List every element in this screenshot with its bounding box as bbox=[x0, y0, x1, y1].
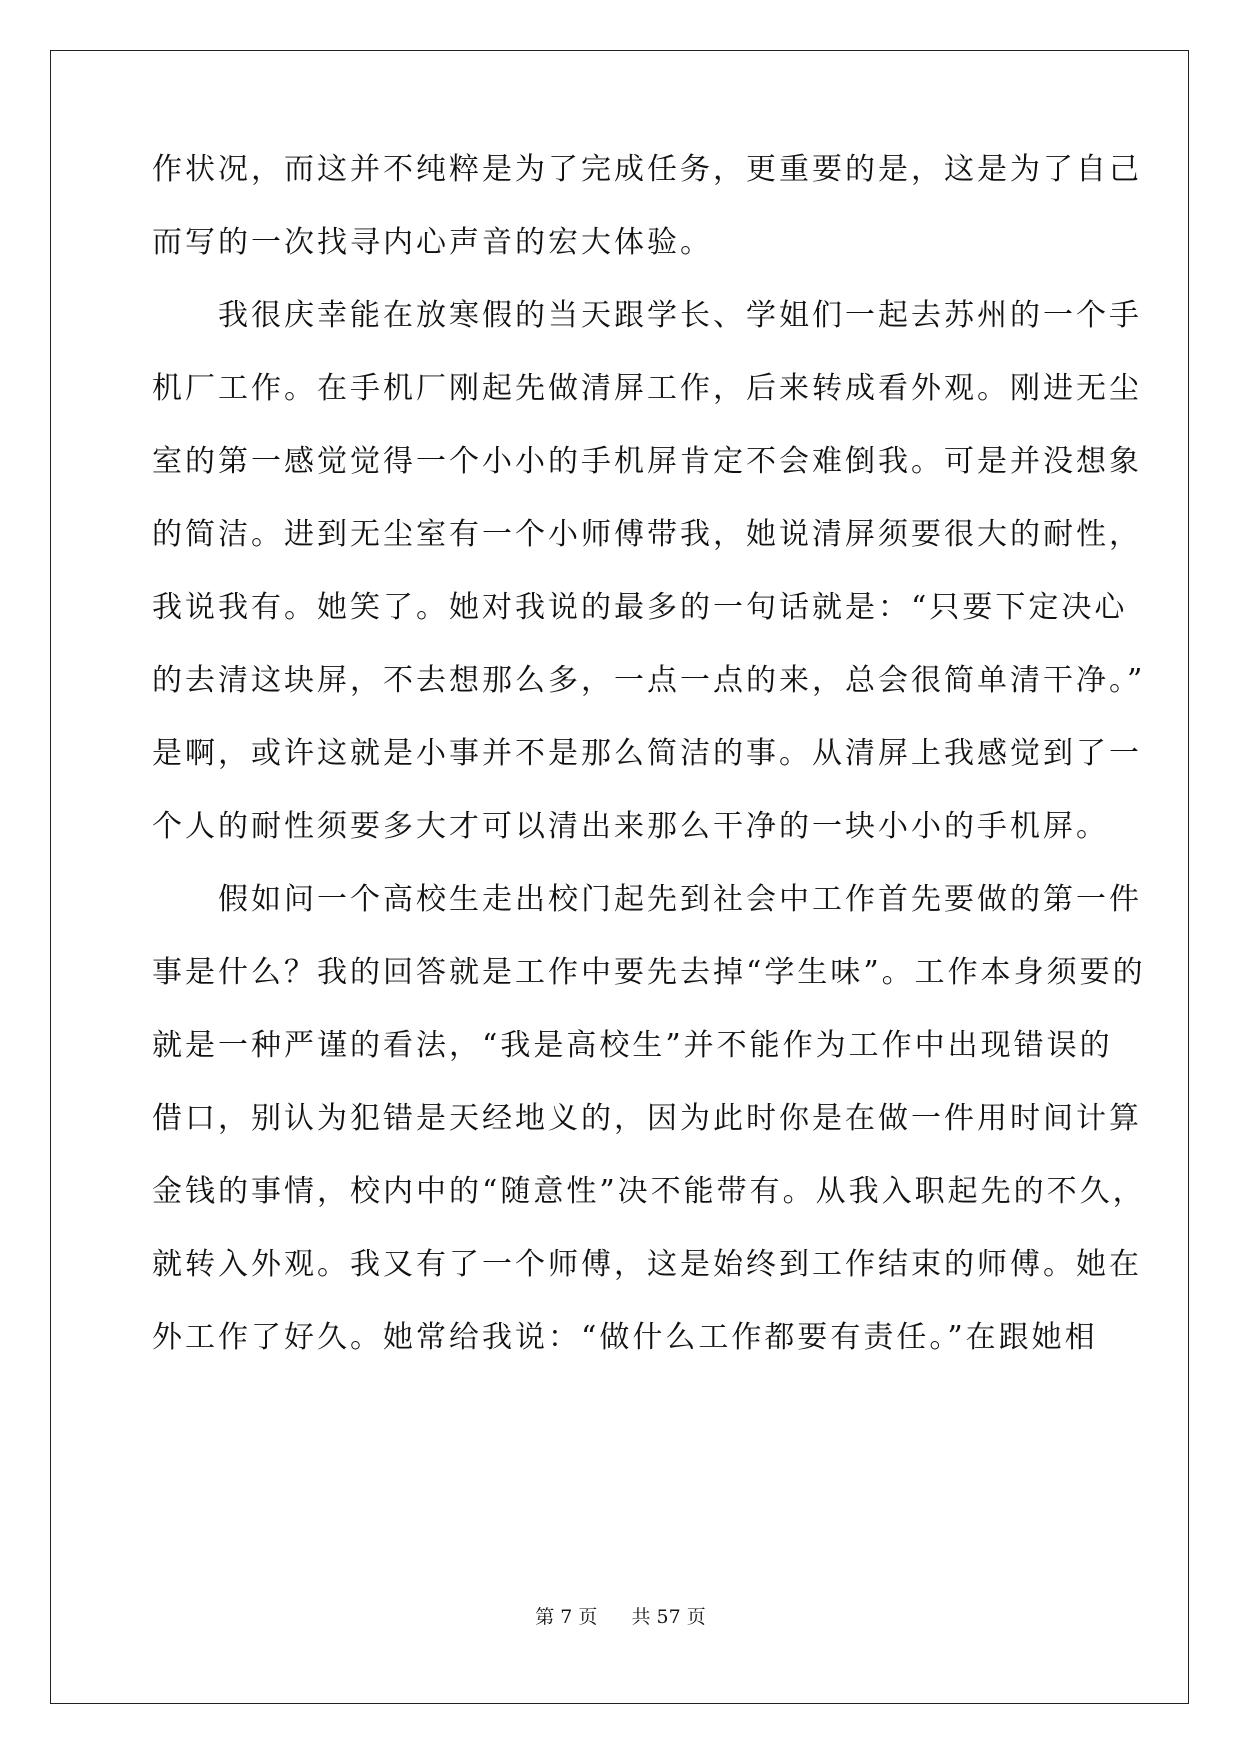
text-line: 外工作了好久。她常给我说：“做什么工作都要有责任。”在跟她相 bbox=[152, 1320, 1098, 1355]
page-footer bbox=[0, 1605, 1241, 1629]
text-line: 的简洁。进到无尘室有一个小师傅带我，她说清屏须要很大的耐性， bbox=[152, 517, 1142, 552]
text-line: 的去清这块屏，不去想那么多，一点一点的来，总会很简单清干净。” bbox=[152, 663, 1146, 698]
text-line: 是啊，或许这就是小事并不是那么简洁的事。从清屏上我感觉到了一 bbox=[152, 736, 1142, 771]
page-number: 第 7 页 bbox=[535, 1606, 598, 1628]
text-line: 室的第一感觉觉得一个小小的手机屏肯定不会难倒我。可是并没想象 bbox=[152, 444, 1142, 479]
text-line: 个人的耐性须要多大才可以清出来那么干净的一块小小的手机屏。 bbox=[152, 809, 1109, 844]
text-line: 机厂工作。在手机厂刚起先做清屏工作，后来转成看外观。刚进无尘 bbox=[152, 371, 1142, 406]
text-line: 作状况，而这并不纯粹是为了完成任务，更重要的是，这是为了自己 bbox=[152, 152, 1142, 187]
text-line: 而写的一次找寻内心声音的宏大体验。 bbox=[152, 225, 713, 260]
text-line: 我很庆幸能在放寒假的当天跟学长、学姐们一起去苏州的一个手 bbox=[152, 298, 1142, 333]
text-line: 就转入外观。我又有了一个师傅，这是始终到工作结束的师傅。她在 bbox=[152, 1247, 1142, 1282]
text-line: 金钱的事情，校内中的“随意性”决不能带有。从我入职起先的不久， bbox=[152, 1174, 1146, 1209]
text-line: 事是什么？我的回答就是工作中要先去掉“学生味”。工作本身须要的 bbox=[152, 955, 1146, 990]
page-total: 共 57 页 bbox=[631, 1606, 706, 1628]
text-line: 我说我有。她笑了。她对我说的最多的一句话就是：“只要下定决心 bbox=[152, 590, 1128, 625]
text-line: 假如问一个高校生走出校门起先到社会中工作首先要做的第一件 bbox=[152, 882, 1142, 917]
text-line: 借口，别认为犯错是天经地义的，因为此时你是在做一件用时间计算 bbox=[152, 1101, 1142, 1136]
text-line: 就是一种严谨的看法，“我是高校生”并不能作为工作中出现错误的 bbox=[152, 1028, 1113, 1063]
